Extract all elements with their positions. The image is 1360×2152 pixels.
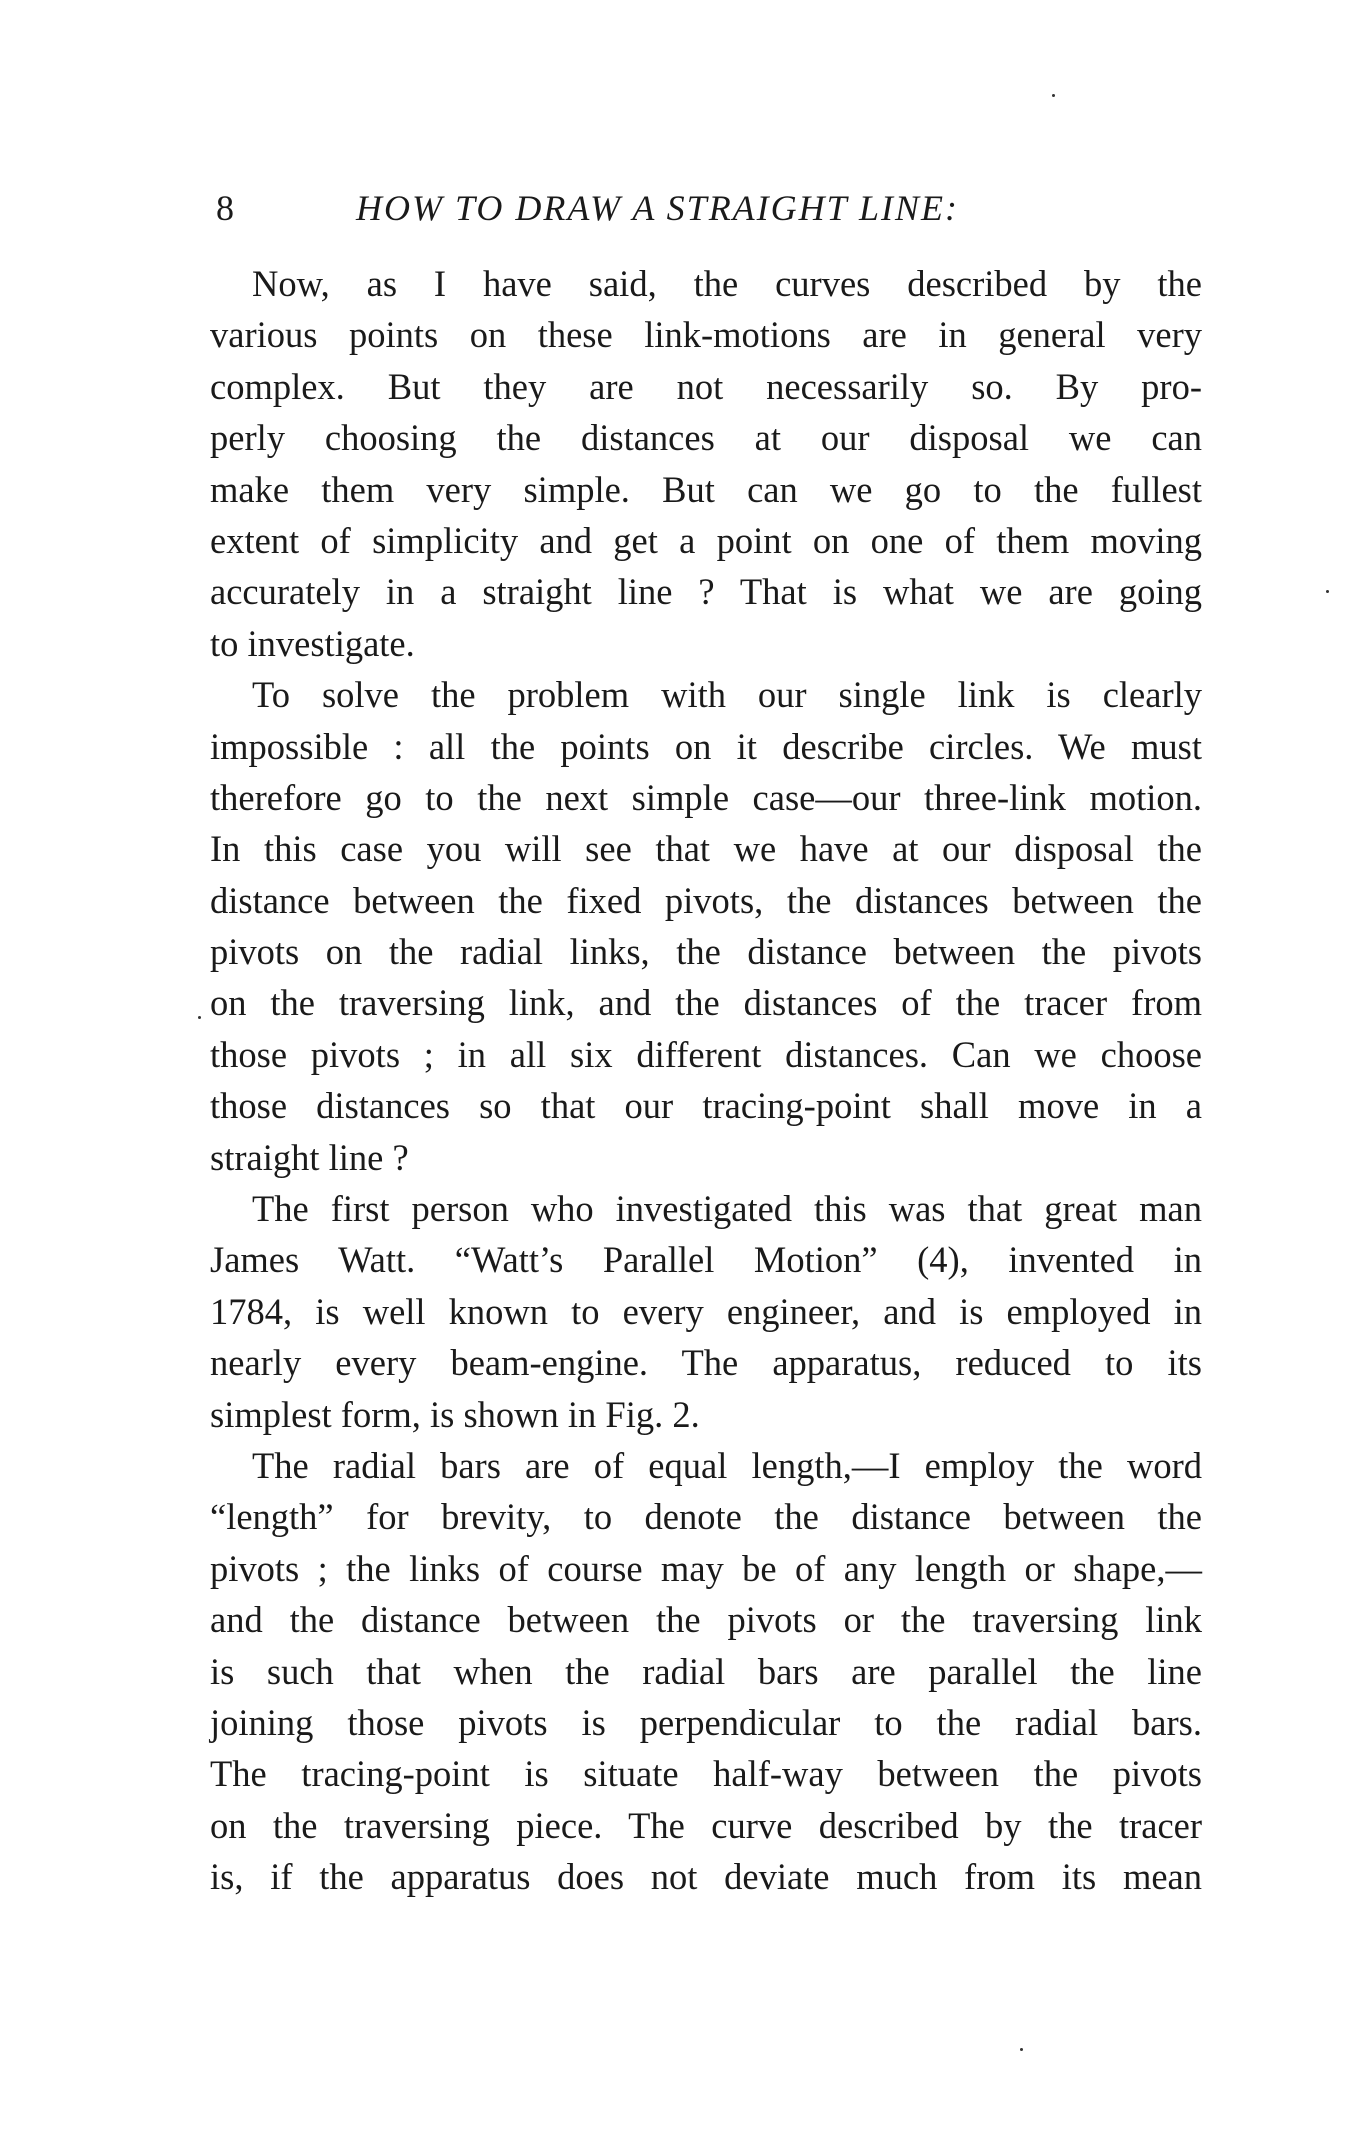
- scan-speck: [1020, 2048, 1023, 2051]
- text-line: In this case you will see that we have at our disposal the: [210, 828, 1202, 870]
- text-line: joining those pivots is perpendicular to the radial bars.: [210, 1701, 1202, 1743]
- text-line: extent of simplicity and get a point on one of them moving: [210, 519, 1202, 561]
- text-line: James Watt. “Watt’s Parallel Motion” (4), invented in: [210, 1239, 1202, 1281]
- scan-speck: [1326, 590, 1329, 593]
- text-line: various points on these link-motions are in general very: [210, 314, 1202, 356]
- text-line: straight line ?: [210, 1136, 409, 1178]
- scan-speck: [1052, 94, 1055, 97]
- text-line: accurately in a straight line ? That is what we are going: [210, 571, 1202, 613]
- running-head: [216, 178, 1216, 238]
- text-line: to investigate.: [210, 622, 415, 664]
- text-line: pivots ; the links of course may be of any length or shape,—: [210, 1547, 1202, 1589]
- text-line: those pivots ; in all six different distances. Can we choose: [210, 1033, 1202, 1075]
- text-line: The radial bars are of equal length,—I employ the word: [252, 1444, 1202, 1486]
- text-line: To solve the problem with our single link is clearly: [252, 674, 1202, 716]
- text-line: make them very simple. But can we go to the fullest: [210, 468, 1202, 510]
- text-line: on the traversing link, and the distances of the tracer from: [210, 982, 1202, 1024]
- text-line: impossible : all the points on it describe circles. We must: [210, 725, 1202, 767]
- text-line: complex. But they are not necessarily so. By pro-: [210, 365, 1202, 407]
- text-line: Now, as I have said, the curves described by the: [252, 263, 1202, 304]
- scan-speck: [198, 1016, 201, 1019]
- text-line: therefore go to the next simple case—our three-link motion.: [210, 776, 1202, 818]
- text-line: on the traversing piece. The curve described by the tracer: [210, 1804, 1202, 1846]
- text-line: The tracing-point is situate half-way between the pivots: [210, 1753, 1202, 1795]
- text-line: nearly every beam-engine. The apparatus, reduced to its: [210, 1342, 1202, 1384]
- text-line: pivots on the radial links, the distance between the pivots: [210, 931, 1202, 973]
- text-line: and the distance between the pivots or the traversing link: [210, 1599, 1202, 1641]
- text-line: distance between the fixed pivots, the distances between the: [210, 879, 1202, 921]
- text-line: is, if the apparatus does not deviate much from its mean: [210, 1856, 1202, 1898]
- running-title: HOW TO DRAW A STRAIGHT LINE:: [356, 188, 960, 228]
- text-line: perly choosing the distances at our disposal we can: [210, 417, 1202, 459]
- text-line: those distances so that our tracing-point shall move in a: [210, 1085, 1202, 1127]
- page-number: 8: [216, 188, 234, 228]
- text-line: “length” for brevity, to denote the distance between the: [210, 1496, 1202, 1538]
- text-line: is such that when the radial bars are parallel the line: [210, 1650, 1202, 1692]
- text-line: 1784, is well known to every engineer, and is employed in: [210, 1290, 1202, 1332]
- text-line: simplest form, is shown in Fig. 2.: [210, 1393, 700, 1435]
- body-text: [210, 258, 1202, 1903]
- text-line: The first person who investigated this was that great man: [252, 1188, 1202, 1230]
